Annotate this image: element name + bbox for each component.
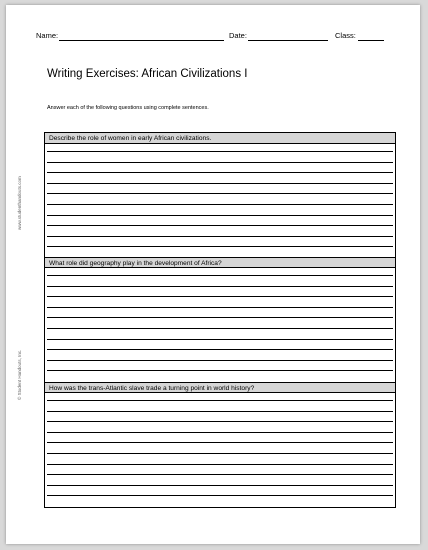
- answer-line[interactable]: [47, 172, 393, 173]
- answer-line[interactable]: [47, 411, 393, 412]
- question-prompt-1: Describe the role of women in early African civilizations.: [45, 133, 395, 144]
- worksheet-title: Writing Exercises: African Civilizations I: [47, 68, 248, 80]
- answer-line[interactable]: [47, 400, 393, 401]
- side-credit-copyright: © Student Handouts, Inc.: [17, 349, 22, 400]
- answer-line[interactable]: [47, 360, 393, 361]
- date-blank[interactable]: [248, 40, 328, 41]
- answer-line[interactable]: [47, 339, 393, 340]
- student-info-header: [36, 31, 392, 43]
- answer-line[interactable]: [47, 349, 393, 350]
- answer-line[interactable]: [47, 442, 393, 443]
- name-label: Name:: [36, 31, 59, 40]
- answer-line[interactable]: [47, 432, 393, 433]
- answer-line[interactable]: [47, 162, 393, 163]
- side-credit-url: www.studenthandouts.com: [17, 176, 22, 230]
- answer-line[interactable]: [47, 421, 393, 422]
- answer-line[interactable]: [47, 183, 393, 184]
- answer-line[interactable]: [47, 275, 393, 276]
- answer-line[interactable]: [47, 204, 393, 205]
- question-prompt-2: What role did geography play in the development of Africa?: [45, 257, 395, 268]
- answer-line[interactable]: [47, 464, 393, 465]
- worksheet-page: [6, 5, 420, 544]
- answer-line[interactable]: [47, 328, 393, 329]
- answer-line[interactable]: [47, 286, 393, 287]
- answer-line[interactable]: [47, 296, 393, 297]
- class-label: Class:: [335, 31, 356, 40]
- answer-line[interactable]: [47, 151, 393, 152]
- answer-line[interactable]: [47, 485, 393, 486]
- date-label: Date:: [229, 31, 247, 40]
- answer-line[interactable]: [47, 246, 393, 247]
- answer-line[interactable]: [47, 225, 393, 226]
- answer-line[interactable]: [47, 317, 393, 318]
- answer-line[interactable]: [47, 236, 393, 237]
- answer-line[interactable]: [47, 474, 393, 475]
- class-blank[interactable]: [358, 40, 384, 41]
- answer-line[interactable]: [47, 215, 393, 216]
- answer-line[interactable]: [47, 193, 393, 194]
- answer-line[interactable]: [47, 453, 393, 454]
- questions-box: [44, 132, 396, 508]
- question-prompt-3: How was the trans-Atlantic slave trade a turning point in world history?: [45, 382, 395, 393]
- question-section-3: [45, 382, 395, 506]
- answer-line[interactable]: [47, 495, 393, 496]
- answer-line[interactable]: [47, 307, 393, 308]
- name-blank[interactable]: [59, 40, 224, 41]
- answer-line[interactable]: [47, 370, 393, 371]
- question-section-1: [45, 133, 395, 257]
- instructions-text: Answer each of the following questions using complete sentences.: [47, 105, 209, 111]
- question-section-2: [45, 257, 395, 381]
